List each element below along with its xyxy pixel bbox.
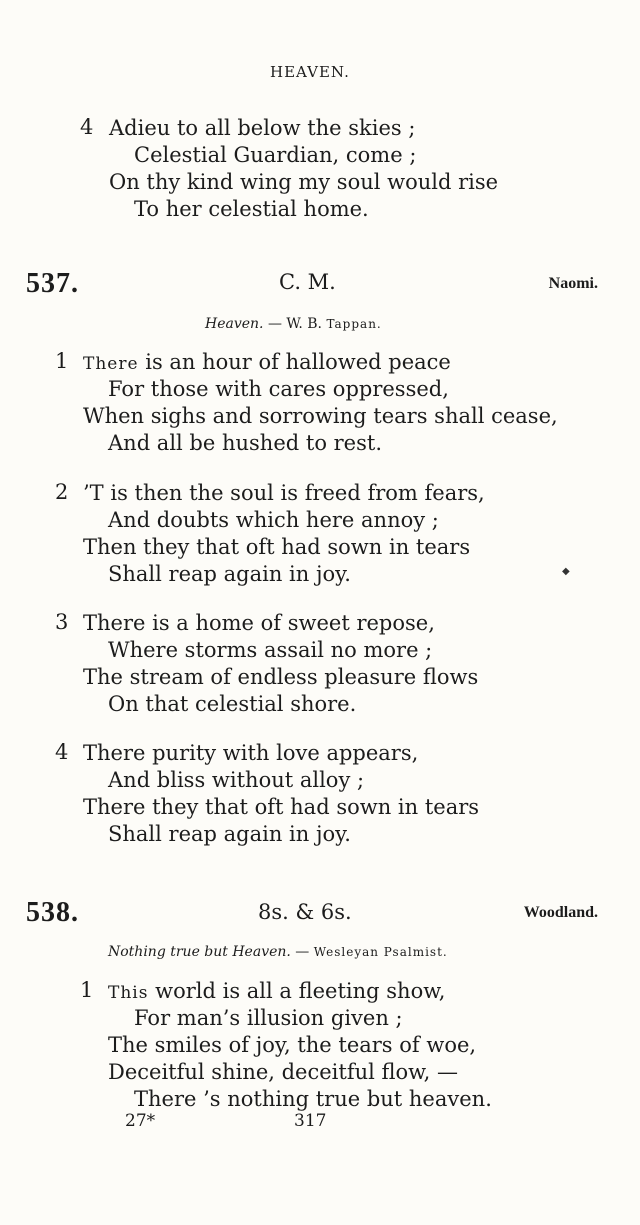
verse-line: To her celestial home. bbox=[134, 197, 369, 221]
verse-line: And bliss without alloy ; bbox=[108, 768, 365, 792]
hymn-meter: C. M. bbox=[279, 270, 336, 294]
verse-line: When sighs and sorrowing tears shall cease, bbox=[83, 404, 558, 428]
verse-line: Adieu to all below the skies ; bbox=[109, 116, 416, 140]
first-rest: is an hour of hallowed peace bbox=[138, 350, 451, 374]
tune-name: Woodland. bbox=[523, 904, 598, 921]
verse-line: And all be hushed to rest. bbox=[108, 431, 382, 455]
verse-line: Deceitful shine, deceitful flow, — bbox=[108, 1060, 459, 1084]
stanza-number: 1 bbox=[55, 349, 69, 373]
verse-line: Shall reap again in joy. bbox=[108, 562, 351, 586]
subtitle-separator: — bbox=[290, 944, 314, 960]
verse-line: On thy kind wing my soul would rise bbox=[109, 170, 499, 194]
hymn-subtitle bbox=[108, 944, 448, 960]
subtitle-title: Nothing true but Heaven. bbox=[108, 944, 291, 960]
verse-line: Then they that oft had sown in tears bbox=[83, 535, 471, 559]
hymn-subtitle bbox=[205, 316, 382, 332]
hymn-number: 537. bbox=[26, 268, 79, 299]
subtitle-separator: — W. B. bbox=[263, 316, 327, 332]
verse-line: Shall reap again in joy. bbox=[108, 822, 351, 846]
verse-line: For those with cares oppressed, bbox=[108, 377, 449, 401]
verse-line: The stream of endless pleasure flows bbox=[83, 665, 479, 689]
subtitle-author: Wesleyan Psalmist. bbox=[313, 945, 448, 959]
prev-stanza-number: 4 bbox=[80, 115, 94, 139]
verse-line: There is a home of sweet repose, bbox=[83, 611, 435, 635]
bullet-mark: ◆ bbox=[562, 566, 570, 577]
stanza-number: 3 bbox=[55, 610, 69, 634]
stanza-number: 1 bbox=[80, 978, 94, 1002]
running-head: HEAVEN. bbox=[270, 63, 350, 81]
stanza-number: 4 bbox=[55, 740, 69, 764]
tune-name: Naomi. bbox=[548, 275, 598, 292]
verse-line: There purity with love appears, bbox=[83, 741, 419, 765]
subtitle-author: Tappan. bbox=[326, 317, 382, 331]
verse-line: The smiles of joy, the tears of woe, bbox=[108, 1033, 477, 1057]
stanza-number: 2 bbox=[55, 480, 69, 504]
verse-line: And doubts which here annoy ; bbox=[108, 508, 439, 532]
first-word: This bbox=[108, 983, 149, 1003]
verse-line: There ’s nothing true but heaven. bbox=[134, 1087, 492, 1111]
verse-line: There they that oft had sown in tears bbox=[83, 795, 480, 819]
hymn-meter: 8s. & 6s. bbox=[258, 900, 352, 924]
subtitle-title: Heaven. bbox=[205, 316, 264, 332]
verse-line: On that celestial shore. bbox=[108, 692, 357, 716]
first-rest: world is all a fleeting show, bbox=[148, 979, 446, 1003]
verse-line: For man’s illusion given ; bbox=[134, 1006, 403, 1030]
hymn-number: 538. bbox=[26, 897, 79, 928]
verse-line: Where storms assail no more ; bbox=[108, 638, 433, 662]
page-number: 317 bbox=[294, 1111, 327, 1131]
verse-line bbox=[108, 978, 445, 1007]
verse-line: Celestial Guardian, come ; bbox=[134, 143, 417, 167]
first-word: There bbox=[83, 354, 139, 374]
verse-line: ’T is then the soul is freed from fears, bbox=[83, 481, 485, 505]
verse-line bbox=[83, 349, 451, 378]
signature-mark: 27* bbox=[125, 1111, 156, 1131]
